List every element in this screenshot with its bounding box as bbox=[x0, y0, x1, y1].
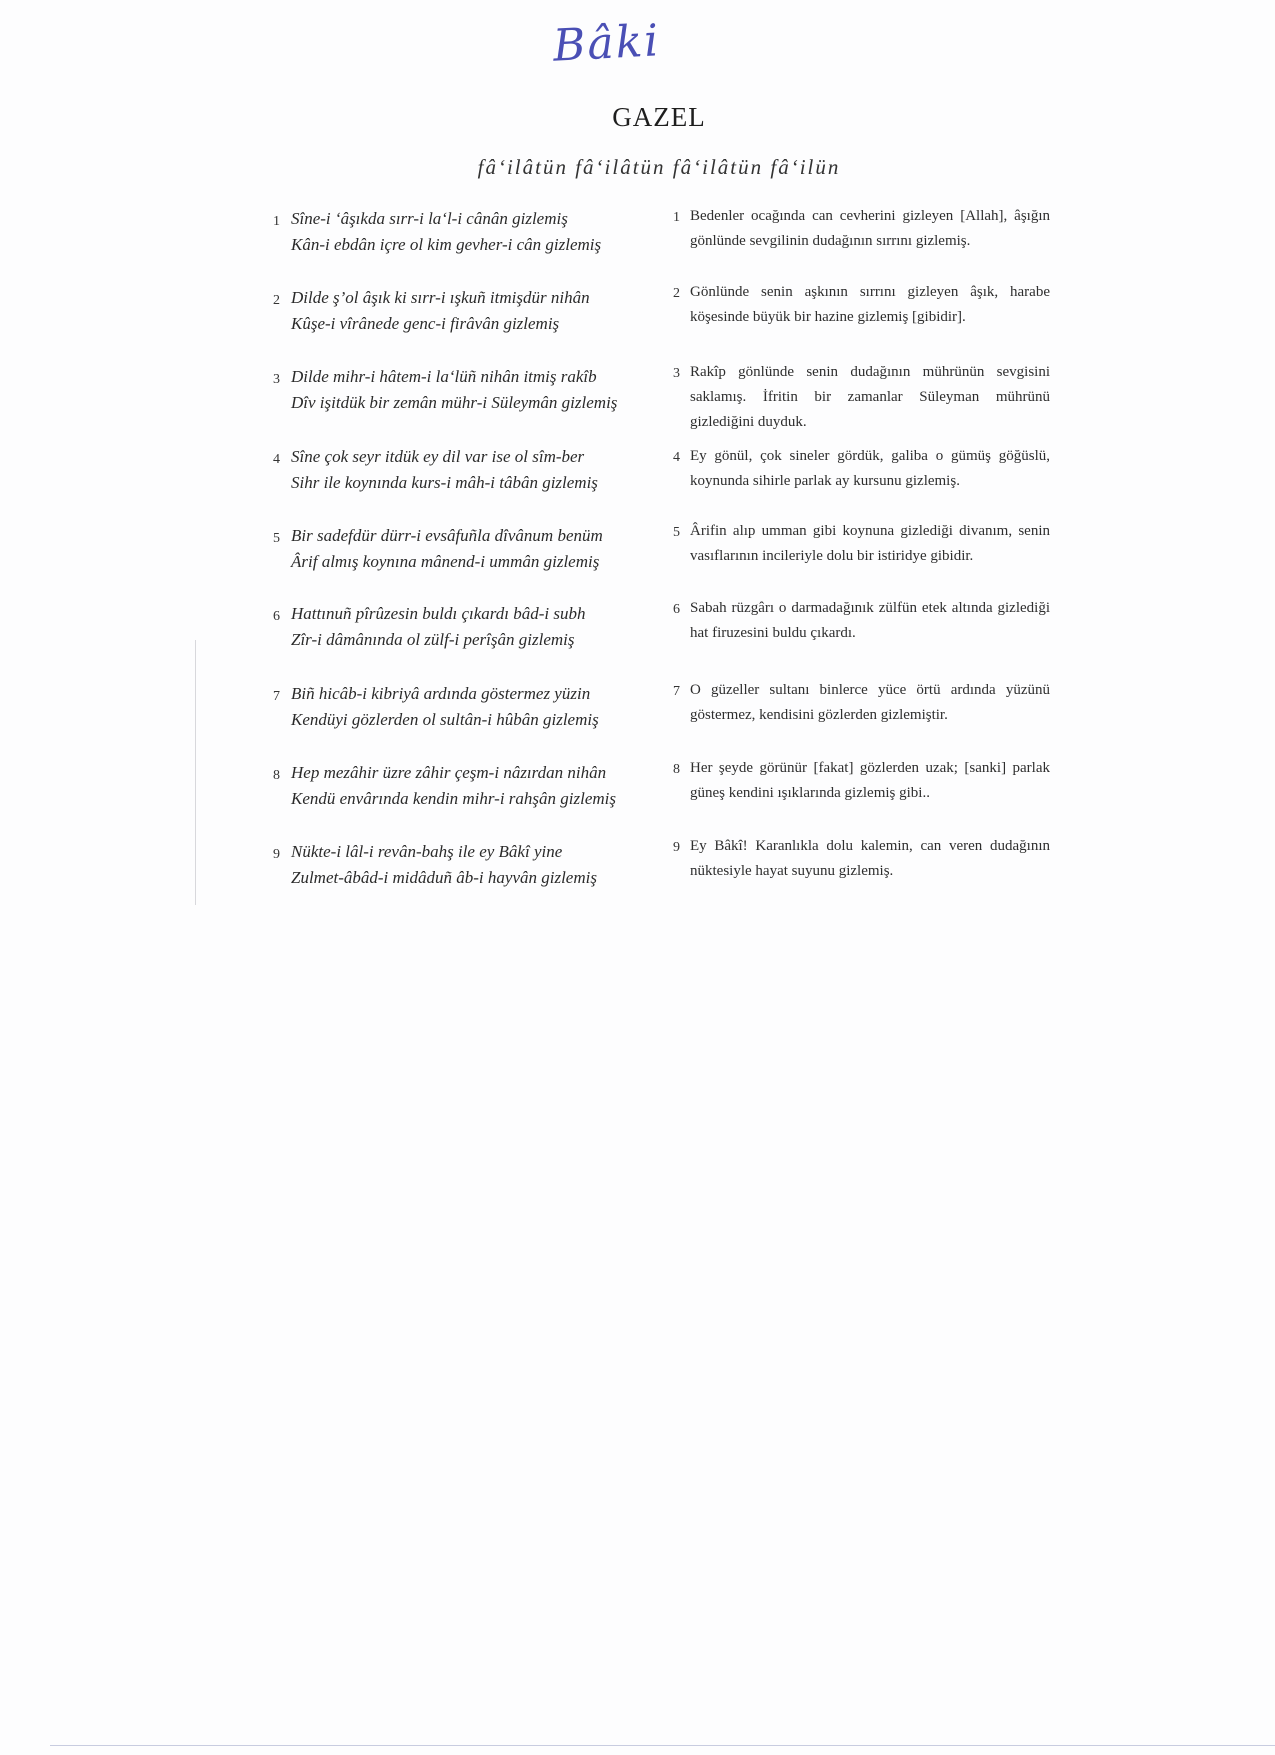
couplet-number: 3 bbox=[273, 372, 280, 387]
verse-line: Dîv işitdük bir zemân mühr-i Süleymân gizlemiş bbox=[291, 393, 618, 412]
scan-bottom-edge bbox=[50, 1745, 1275, 1746]
verse-line: Sîne-i ‘âşıkda sırr-i la‘l-i cânân gizlemiş bbox=[291, 209, 568, 228]
couplet-translation: Sabah rüzgârı o darmadağınık zülfün etek altında gizlediği hat firuzesini buldu çıkardı. bbox=[690, 600, 1050, 641]
couplet-translation: O güzeller sultanı binlerce yüce örtü ardında yüzünü göstermez, kendisini gözlerden gizlemiştir. bbox=[690, 682, 1050, 723]
couplet-number: 9 bbox=[273, 847, 280, 862]
poem-title: GAZEL bbox=[612, 102, 706, 132]
verse-line: Kân-i ebdân içre ol kim gevher-i cân gizlemiş bbox=[291, 235, 602, 254]
translation-number: 4 bbox=[673, 450, 680, 465]
couplet-verse bbox=[291, 523, 603, 575]
verse-line: Zîr-i dâmânında ol zülf-i perîşân gizlemiş bbox=[291, 630, 575, 649]
verse-line: Bir sadefdür dürr-i evsâfuñla dîvânum benüm bbox=[291, 526, 603, 545]
translation-number: 9 bbox=[673, 840, 680, 855]
verse-line: Dilde ş’ol âşık ki sırr-i ışkuñ itmişdür nihân bbox=[291, 288, 590, 307]
poem-meter: fâ‘ilâtün fâ‘ilâtün fâ‘ilâtün fâ‘ilün bbox=[477, 155, 841, 179]
couplet-verse bbox=[291, 364, 617, 416]
couplet-verse bbox=[291, 444, 598, 496]
couplet-number: 8 bbox=[273, 768, 280, 783]
verse-line: Biñ hicâb-i kibriyâ ardında göstermez yüzin bbox=[291, 684, 591, 703]
scan-margin-line bbox=[195, 640, 196, 905]
verse-line: Nükte-i lâl-i revân-bahş ile ey Bâkî yine bbox=[291, 842, 563, 861]
couplet-verse bbox=[291, 760, 616, 812]
verse-line: Zulmet-âbâd-i midâduñ âb-i hayvân gizlemiş bbox=[291, 868, 597, 887]
couplet-translation: Bedenler ocağında can cevherini gizleyen [Allah], âşığın gönlünde sevgilinin dudağının sırrını gizlemiş. bbox=[690, 208, 1050, 249]
handwritten-author-note: Bâki bbox=[551, 15, 662, 72]
verse-line: Sihr ile koynında kurs-i mâh-i tâbân gizlemiş bbox=[291, 473, 598, 492]
verse-line: Dilde mihr-i hâtem-i la‘lüñ nihân itmiş rakîb bbox=[291, 367, 597, 386]
translation-number: 8 bbox=[673, 762, 680, 777]
verse-line: Kûşe-i vîrânede genc-i firâvân gizlemiş bbox=[291, 314, 560, 333]
translation-number: 3 bbox=[673, 366, 680, 381]
couplet-translation: Ey Bâkî! Karanlıkla dolu kalemin, can veren dudağının nüktesiyle hayat suyunu gizlemiş. bbox=[690, 838, 1050, 879]
couplet-verse bbox=[291, 285, 590, 337]
verse-line: Kendü envârında kendin mihr-i rahşân gizlemiş bbox=[291, 789, 616, 808]
couplet-verse bbox=[291, 681, 599, 733]
couplet-translation: Her şeyde görünür [fakat] gözlerden uzak; [sanki] parlak güneş kendini ışıklarında gizlemiş gibi.. bbox=[690, 760, 1050, 801]
translation-number: 7 bbox=[673, 684, 680, 699]
translation-number: 6 bbox=[673, 602, 680, 617]
couplet-number: 1 bbox=[273, 214, 280, 229]
couplet-translation: Ey gönül, çok sineler gördük, galiba o gümüş göğüslü, koynunda sihirle parlak ay kursunu gizlemiş. bbox=[690, 448, 1050, 489]
verse-line: Ârif almış koynına mânend-i ummân gizlemiş bbox=[291, 552, 600, 571]
couplet-translation: Ârifin alıp umman gibi koynuna gizlediği divanım, senin vasıflarının incileriyle dolu bir istiridye gibidir. bbox=[690, 523, 1050, 564]
couplet-number: 5 bbox=[273, 531, 280, 546]
couplet-verse bbox=[291, 206, 601, 258]
translation-number: 5 bbox=[673, 525, 680, 540]
couplet-number: 2 bbox=[273, 293, 280, 308]
verse-line: Hattınuñ pîrûzesin buldı çıkardı bâd-i subh bbox=[291, 604, 586, 623]
verse-line: Hep mezâhir üzre zâhir çeşm-i nâzırdan nihân bbox=[291, 763, 607, 782]
couplet-number: 4 bbox=[273, 452, 280, 467]
couplet-verse bbox=[291, 601, 586, 653]
verse-line: Sîne çok seyr itdük ey dil var ise ol sîm-ber bbox=[291, 447, 585, 466]
couplet-translation: Gönlünde senin aşkının sırrını gizleyen âşık, harabe köşesinde büyük bir hazine gizlemiş [gibidir]. bbox=[690, 284, 1050, 325]
couplet-number: 7 bbox=[273, 689, 280, 704]
translation-number: 1 bbox=[673, 210, 680, 225]
couplet-number: 6 bbox=[273, 609, 280, 624]
couplet-translation: Rakîp gönlünde senin dudağının mührünün sevgisini saklamış. İfritin bir zamanlar Süleyman mührünü gizlediğini duyduk. bbox=[690, 364, 1050, 430]
verse-line: Kendüyi gözlerden ol sultân-i hûbân gizlemiş bbox=[291, 710, 599, 729]
couplet-verse bbox=[291, 839, 597, 891]
translation-number: 2 bbox=[673, 286, 680, 301]
